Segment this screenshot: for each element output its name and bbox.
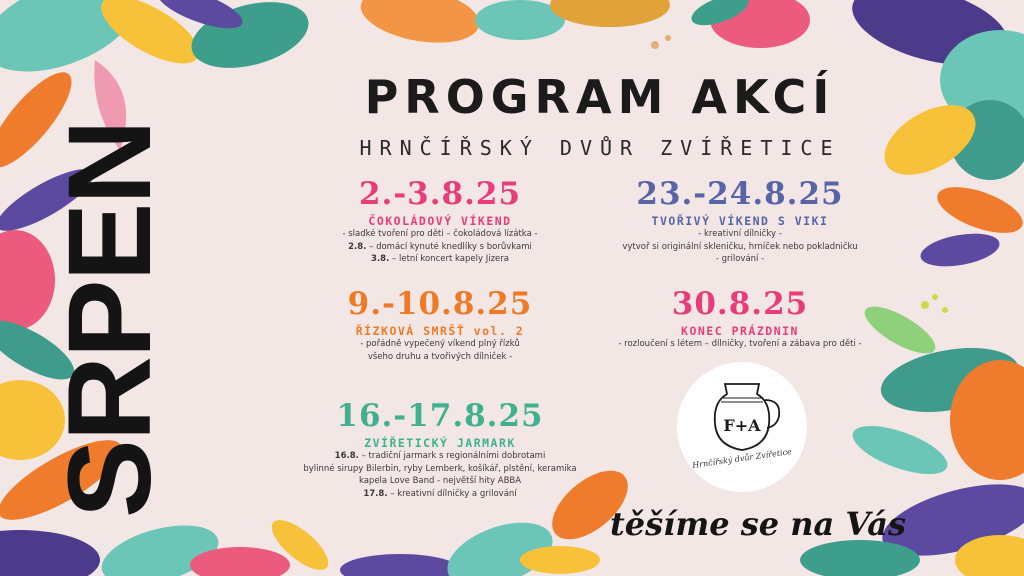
event-date: 16.-17.8.25: [336, 398, 544, 434]
logo: [677, 362, 807, 492]
event-line: - sladké tvoření pro děti – čokoládová lízátka -: [342, 229, 538, 239]
event-line: všeho druhu a tvořivých dílniček -: [367, 351, 513, 362]
event-title: TVOŘIVÝ VÍKEND S VIKI: [651, 214, 829, 228]
event-line: - rozloučení s létem – dílničky, tvoření a zábava pro děti -: [618, 339, 862, 349]
event-date: 23.-24.8.25: [636, 176, 844, 212]
event-date: 2.-3.8.25: [358, 176, 522, 212]
event-line: vytvoř si originální skleničku, hrníček nebo pokladničku: [622, 241, 858, 252]
event-line: 2.8. – domácí kynuté knedlíky s borůvkami: [348, 241, 532, 252]
logo-mark: F+A: [723, 416, 761, 435]
event-date: 30.8.25: [671, 286, 809, 322]
event-title: KONEC PRÁZDNIN: [681, 324, 799, 338]
event-line: 17.8. – kreativní dílničky a grilování: [363, 488, 517, 499]
closing-message: těšíme se na Vás: [610, 505, 906, 543]
event-block: [600, 176, 880, 266]
event-line: - grilování -: [715, 254, 765, 264]
event-title: ZVÍŘETICKÝ JARMARK: [364, 436, 516, 450]
event-line: bylinné sirupy Bilerbin, ryby Lemberk, košíkář, plstění, keramika: [303, 463, 577, 474]
venue-subtitle: HRNČÍŘSKÝ DVŮR ZVÍŘETICE: [359, 136, 841, 160]
event-line: - pořádně vypečený víkend plný řízků: [360, 339, 520, 349]
event-line: 16.8. – tradiční jarmark s regionálními dobrotami: [334, 451, 546, 461]
logo-name: Hrnčířský dvůr Zvířetice: [691, 447, 793, 470]
event-title: ČOKOLÁDOVÝ VÍKEND: [368, 214, 512, 228]
event-block: [600, 286, 880, 351]
event-block: [300, 176, 580, 266]
event-line: 3.8. – letní koncert kapely Jizera: [371, 254, 509, 264]
event-block: [290, 398, 590, 500]
event-line: - kreativní dílničky -: [698, 229, 782, 239]
event-block: [300, 286, 580, 363]
event-title: ŘÍZKOVÁ SMRŠŤ vol. 2: [355, 324, 525, 338]
month-label: SRPEN: [44, 121, 176, 518]
page-title: PROGRAM AKCÍ: [364, 70, 836, 124]
event-line: kapela Love Band - největší hity ABBA: [358, 476, 522, 486]
event-date: 9.-10.8.25: [347, 286, 533, 322]
